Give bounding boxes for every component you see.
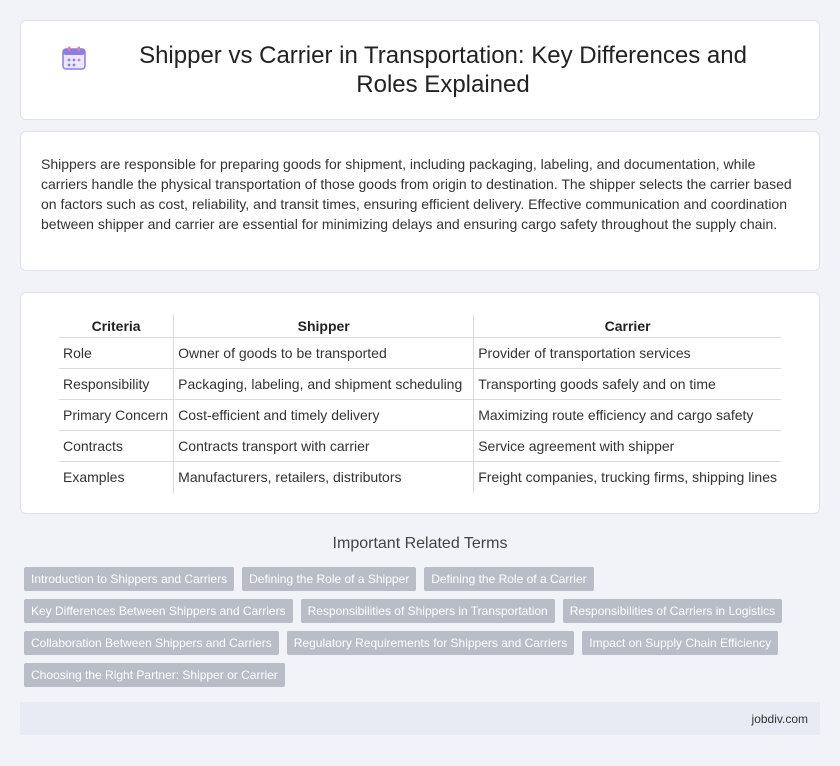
table-row	[59, 338, 781, 369]
header-carrier: Carrier	[474, 315, 781, 338]
comparison-table-card	[20, 292, 820, 514]
cell-carrier: Provider of transportation services	[474, 338, 781, 369]
related-term-tag[interactable]: Collaboration Between Shippers and Carriers	[24, 631, 279, 655]
table-row	[59, 369, 781, 400]
title-wrap	[61, 41, 779, 99]
table-row	[59, 462, 781, 493]
cell-carrier: Freight companies, trucking firms, shipping lines	[474, 462, 781, 493]
cell-shipper: Contracts transport with carrier	[174, 431, 474, 462]
cell-shipper: Manufacturers, retailers, distributors	[174, 462, 474, 493]
cell-carrier: Service agreement with shipper	[474, 431, 781, 462]
cell-carrier: Maximizing route efficiency and cargo safety	[474, 400, 781, 431]
related-term-tag[interactable]: Impact on Supply Chain Efficiency	[582, 631, 778, 655]
table-header-row	[59, 315, 781, 338]
intro-paragraph: Shippers are responsible for preparing goods for shipment, including packaging, labeling, and documentation, while carriers handle the physical transportation of those goods from origin to destination. The shipper selects the carrier based on factors such as cost, reliability, and transit times, ensuring efficient delivery. Effective communication and coordination between shipper and carrier are essential for minimizing delays and ensuring cargo safety throughout the supply chain.	[41, 156, 792, 232]
cell-criteria: Contracts	[59, 431, 174, 462]
related-term-tag[interactable]: Responsibilities of Carriers in Logistics	[563, 599, 782, 623]
calendar-icon	[61, 45, 87, 71]
title-card	[20, 20, 820, 120]
cell-carrier: Transporting goods safely and on time	[474, 369, 781, 400]
related-terms-list	[24, 567, 824, 695]
related-term-tag[interactable]: Introduction to Shippers and Carriers	[24, 567, 234, 591]
footer	[20, 702, 820, 735]
footer-site-link[interactable]: jobdiv.com	[751, 711, 808, 726]
intro-card	[20, 131, 820, 271]
related-term-tag[interactable]: Key Differences Between Shippers and Carriers	[24, 599, 293, 623]
related-terms-title: Important Related Terms	[332, 535, 508, 552]
related-term-tag[interactable]: Regulatory Requirements for Shippers and Carriers	[287, 631, 574, 655]
table-row	[59, 400, 781, 431]
page-title: Shipper vs Carrier in Transportation: Key Differences and Roles Explained	[139, 42, 747, 98]
table-row	[59, 431, 781, 462]
comparison-table	[59, 315, 781, 493]
related-term-tag[interactable]: Responsibilities of Shippers in Transportation	[301, 599, 555, 623]
cell-criteria: Responsibility	[59, 369, 174, 400]
cell-shipper: Packaging, labeling, and shipment scheduling	[174, 369, 474, 400]
cell-shipper: Owner of goods to be transported	[174, 338, 474, 369]
header-shipper: Shipper	[174, 315, 474, 338]
related-term-tag[interactable]: Choosing the Right Partner: Shipper or Carrier	[24, 663, 285, 687]
related-term-tag[interactable]: Defining the Role of a Shipper	[242, 567, 416, 591]
cell-criteria: Primary Concern	[59, 400, 174, 431]
related-term-tag[interactable]: Defining the Role of a Carrier	[424, 567, 593, 591]
header-criteria: Criteria	[91, 318, 141, 334]
cell-shipper: Cost-efficient and timely delivery	[174, 400, 474, 431]
cell-criteria: Examples	[59, 462, 174, 493]
cell-criteria: Role	[59, 338, 174, 369]
